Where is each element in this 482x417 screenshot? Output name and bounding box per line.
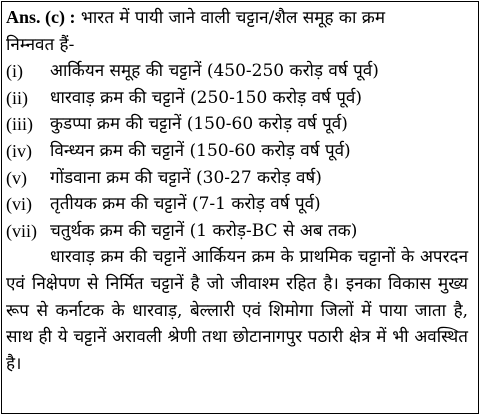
item-text: विन्ध्यन क्रम की चट्टानें (150-60 करोड़ वर्ष पूर्व) bbox=[50, 140, 351, 161]
list-item bbox=[6, 85, 468, 112]
item-number: (i) bbox=[6, 61, 23, 82]
item-number: (iv) bbox=[6, 140, 32, 161]
intro-line-2: निम्नवत हैं- bbox=[6, 34, 75, 55]
item-number: (vi) bbox=[6, 194, 32, 215]
item-number: (v) bbox=[6, 167, 27, 188]
list-item bbox=[6, 165, 468, 192]
item-text: आर्कियन समूह की चट्टानें (450-250 करोड़ वर्ष पूर्व) bbox=[50, 61, 379, 82]
list-item bbox=[6, 58, 468, 85]
item-text: धारवाड़ क्रम की चट्टानें (250-150 करोड़ वर्ष पूर्व) bbox=[50, 87, 363, 108]
answer-label: Ans. (c) : bbox=[6, 7, 76, 27]
item-text: तृतीयक क्रम की चट्टानें (7-1 करोड़ वर्ष पूर्व) bbox=[50, 194, 321, 215]
item-number: (ii) bbox=[6, 87, 28, 108]
list-item bbox=[6, 138, 468, 165]
item-text: चतुर्थक क्रम की चट्टानें (1 करोड़-BC से अब तक) bbox=[50, 220, 358, 241]
list-item bbox=[6, 111, 468, 138]
answer-heading bbox=[6, 4, 468, 32]
item-number: (vii) bbox=[6, 220, 37, 241]
item-text: कुडप्पा क्रम की चट्टानें (150-60 करोड़ वर्ष पूर्व) bbox=[50, 114, 348, 135]
list-item bbox=[6, 191, 468, 218]
item-number: (iii) bbox=[6, 114, 33, 135]
list-item bbox=[6, 218, 468, 245]
explanation-paragraph: धारवाड़ क्रम की चट्टानें आर्कियन क्रम के प्राथमिक चट्टानों के अपरदन एवं निक्षेपण से निर्मित चट्टानें है जो जीवाश्म रहित है। इनका विकास मुख्य रूप से कर्नाटक के धारवाड़, बेल्लारी एवं शिमोगा जिलों में पाया जाता है, साथ ही ये चट्टानें अरावली श्रेणी तथा छोटानागपुर पठारी क्षेत्र में भी अवस्थित है। bbox=[6, 247, 468, 374]
rock-sequence-list bbox=[6, 58, 468, 244]
answer-box bbox=[1, 1, 479, 414]
item-text: गोंडवाना क्रम की चट्टानें (30-27 करोड़ वर्ष) bbox=[50, 167, 322, 188]
intro-line-1: भारत में पायी जाने वाली चट्टान/शैल समूह का क्रम bbox=[80, 8, 385, 28]
